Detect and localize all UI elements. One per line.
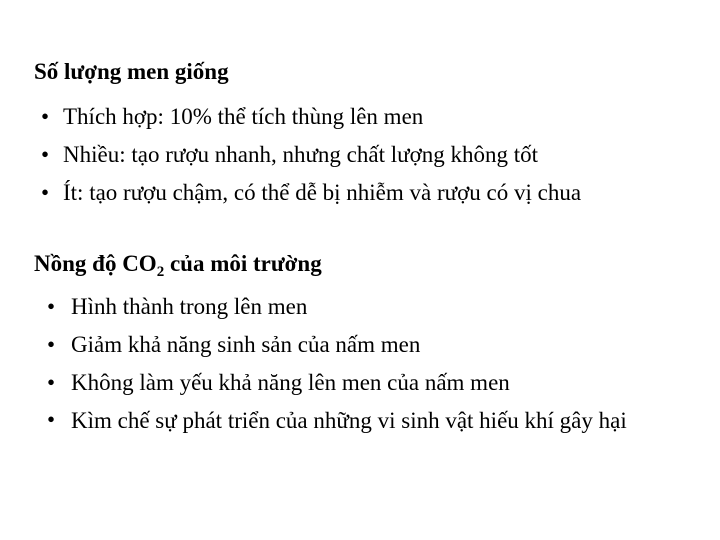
bullet-icon: •: [41, 104, 50, 129]
section-title: [34, 250, 720, 278]
list-item-text: Giảm khả năng sinh sản của nấm men: [71, 332, 421, 357]
bullet-icon: •: [41, 142, 50, 167]
list-item: [41, 98, 720, 136]
list-item-text: Hình thành trong lên men: [71, 294, 308, 319]
bullet-icon: •: [47, 370, 56, 395]
list-item-text: Không làm yếu khả năng lên men của nấm men: [71, 370, 510, 395]
list-item-text: Thích hợp: 10% thể tích thùng lên men: [63, 104, 424, 129]
bullet-icon: •: [47, 332, 56, 357]
list-item-text: Nhiều: tạo rượu nhanh, nhưng chất lượng không tốt: [63, 142, 539, 167]
list-item: [47, 364, 671, 402]
bullet-list: [41, 98, 720, 212]
bullet-icon: •: [41, 180, 50, 205]
list-item: [41, 136, 720, 174]
list-item-text: Ít: tạo rượu chậm, có thể dễ bị nhiễm và rượu có vị chua: [63, 180, 582, 205]
title-text: Nồng độ CO: [34, 251, 157, 276]
section-co2-concentration: [0, 250, 720, 439]
title-subscript: 2: [156, 264, 165, 280]
section-title: Số lượng men giống: [34, 59, 229, 84]
list-item: [47, 402, 671, 439]
list-item: [41, 174, 720, 212]
bullet-icon: •: [47, 294, 56, 319]
bullet-list: [47, 288, 720, 439]
bullet-icon: •: [47, 407, 56, 432]
list-item-text: Kìm chế sự phát triển của những vi sinh vật hiếu khí gây hại: [71, 408, 627, 433]
list-item: [47, 326, 671, 364]
section-yeast-amount: [0, 58, 720, 212]
list-item: [47, 288, 671, 326]
title-text-suffix: của môi trường: [164, 251, 322, 276]
